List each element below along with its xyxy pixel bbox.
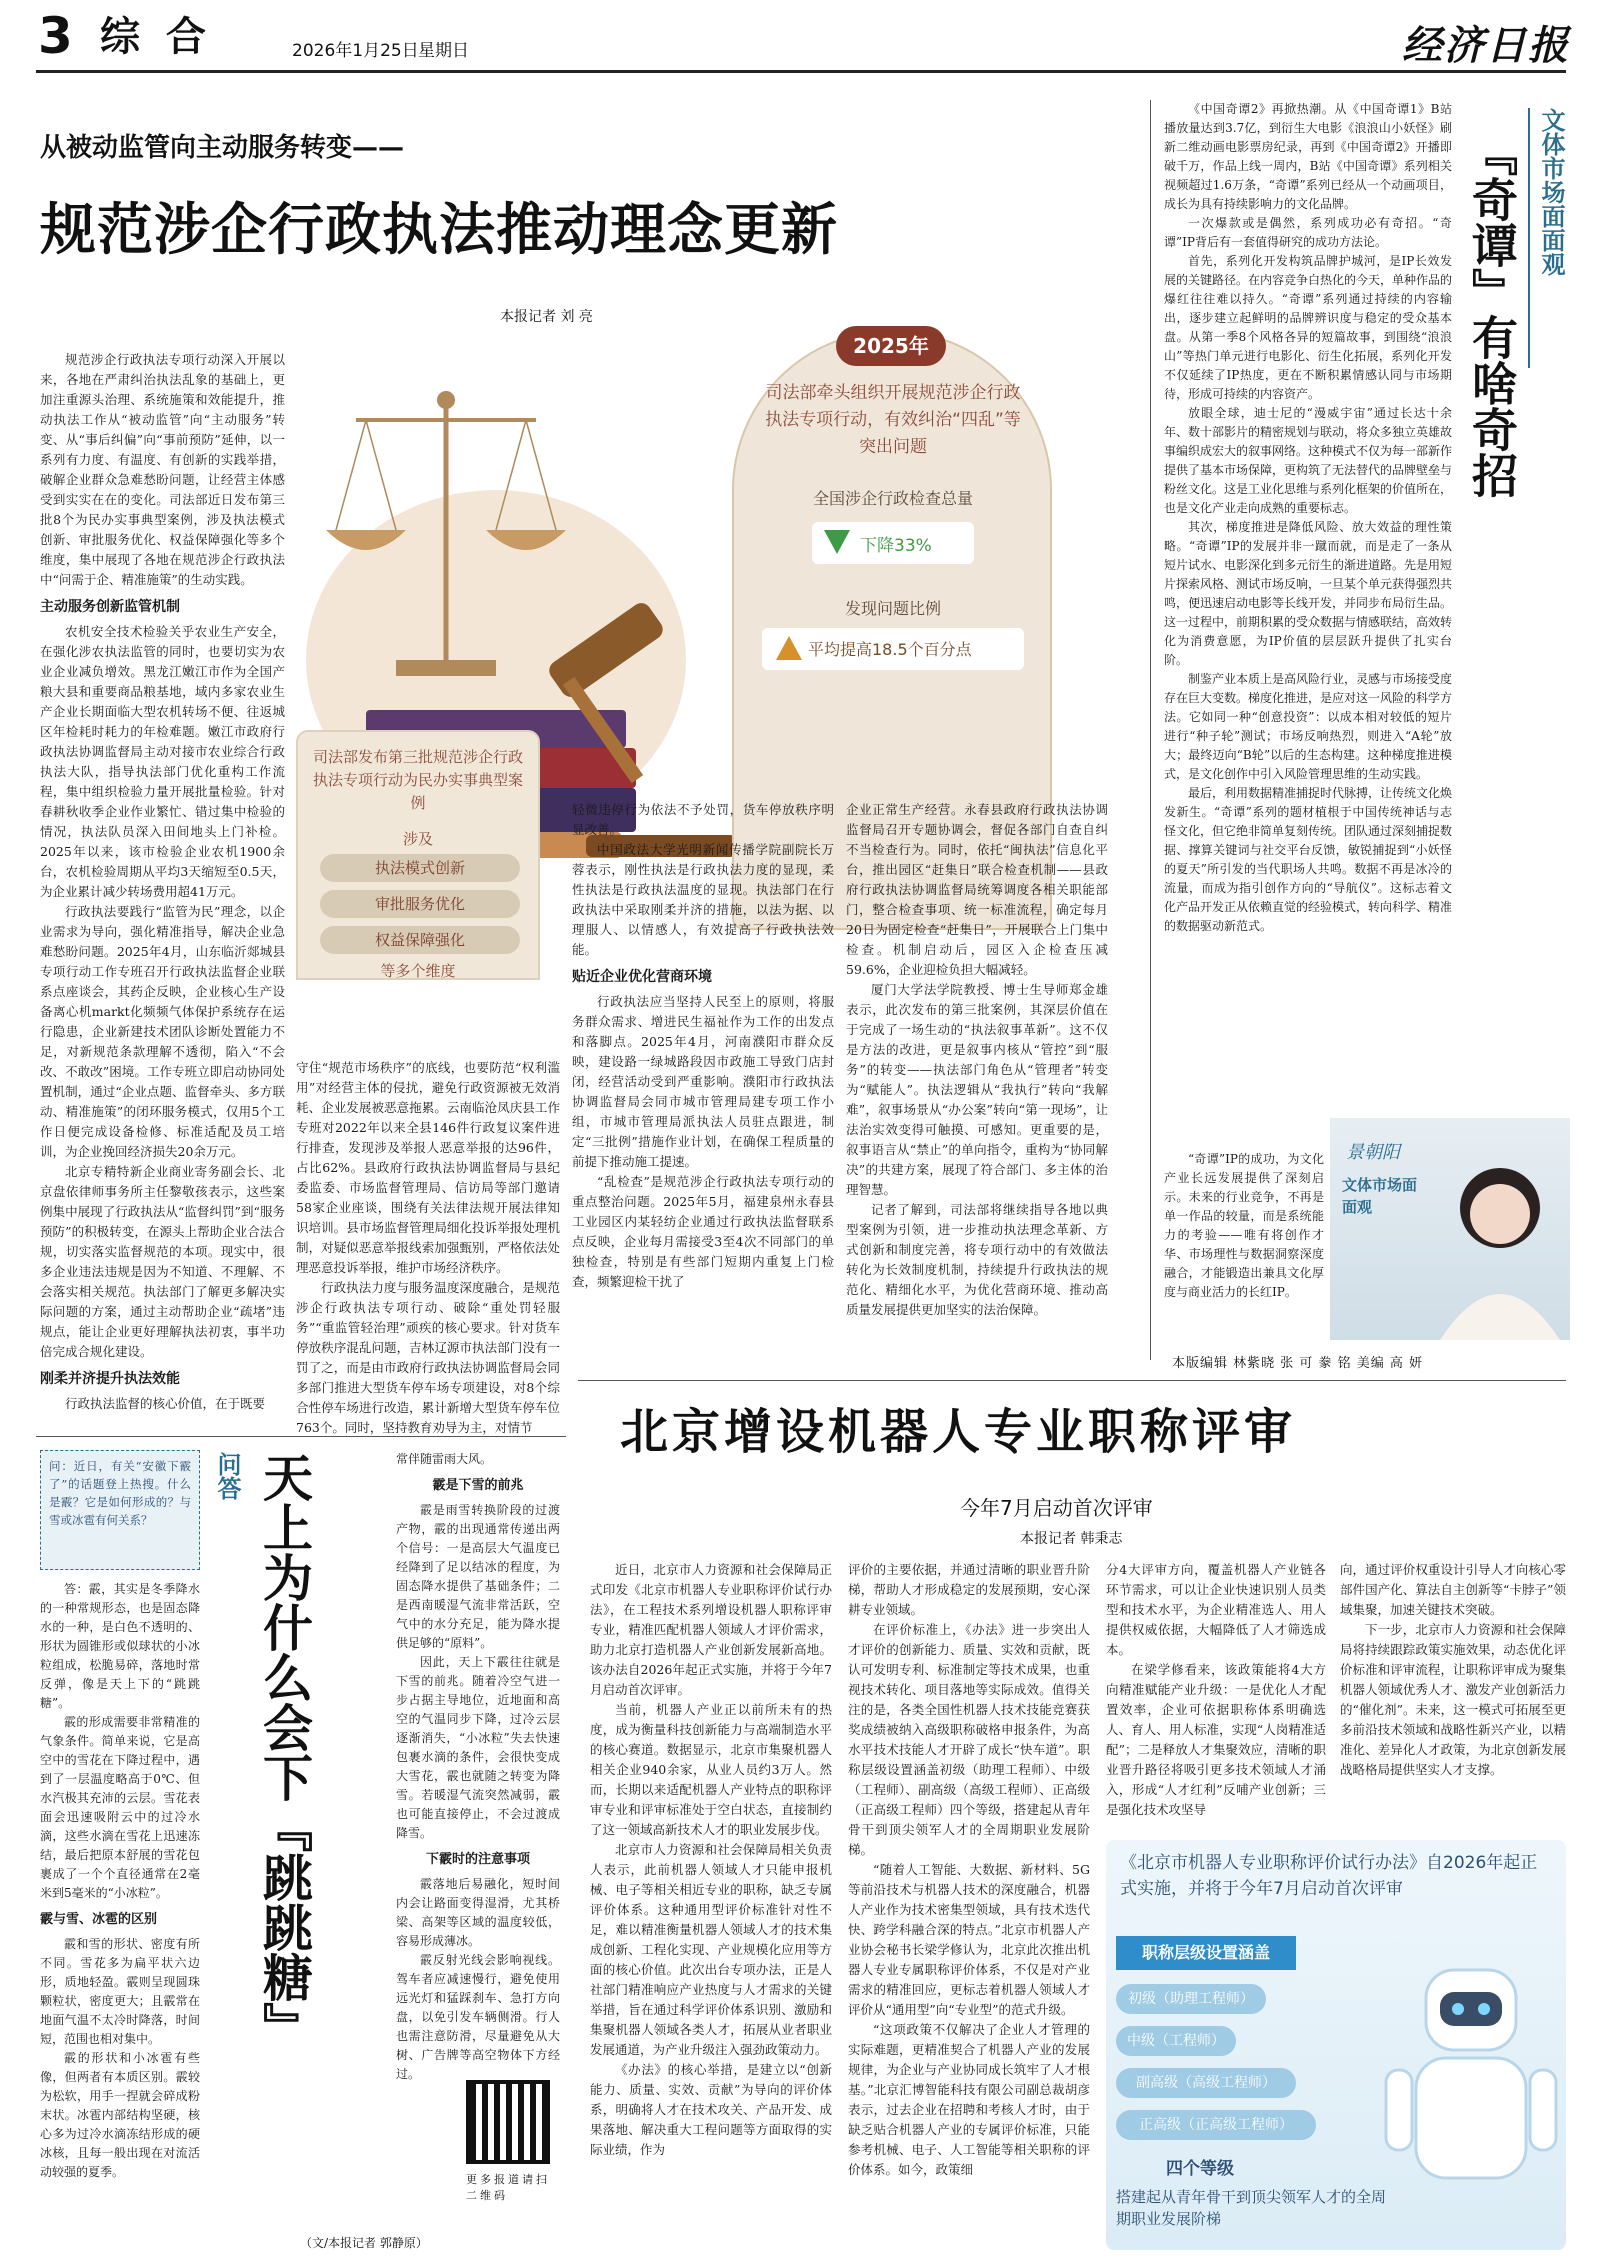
column-paragraph: 放眼全球，迪士尼的“漫威宇宙”通过长达十余年、数十部影片的精密规划与联动，将众多独立英雄故事编织成宏大的叙事网络。这种模式不仅为每一部新作提供了基本市场保障，更构筑了无法替代的品牌壁垒与粉丝文化。这是工业化思维与系列化框架的价值所在，也是文化产业走向成熟的重要标志。 (1164, 406, 1453, 515)
qa-subhead-1: 霰与雪、冰雹的区别 (40, 1912, 158, 1927)
case-tag: 审批服务优化 (320, 890, 520, 918)
qa-top-rule (36, 1436, 566, 1437)
section-name: 综 合 (100, 14, 212, 60)
robot-paragraph: “随着人工智能、大数据、新材料、5G等前沿技术与机器人技术的深度融合，机器人产业作为技术密集型领域，具有技术迭代快、跨学科融合深的特点。”北京市机器人产业协会秘书长梁学修认为，北京此次推出机器人专业专属职称评价体系，不仅是对产业需求的精准回应，更标志着机器人领域人才评价从“通用型”向“专业型”的范式升级。 (848, 1862, 1090, 2017)
case-tag: 执法模式创新 (320, 854, 520, 882)
metric-2-value: 平均提高18.5个百分点 (808, 640, 972, 659)
opinion-column-closing (1164, 1150, 1324, 1340)
lead-byline: 本报记者 刘 亮 (500, 309, 593, 325)
issue-date: 2026年1月25日 (292, 41, 419, 61)
qa-subhead-2: 霰是下雪的前兆 (432, 1478, 524, 1493)
column-paragraph: “奇谭”IP的成功，为文化产业长远发展提供了深刻启示。未来的行业竞争，不再是单一作品的较量，而是系统能力的考验——唯有将创作才华、市场理性与数据洞察深度融合，才能锻造出兼具文化厚度与商业活力的长红IP。 (1164, 1152, 1324, 1299)
robot-column-1 (590, 1560, 832, 2250)
robot-headline: 北京增设机器人专业职称评审 (620, 1404, 1297, 1460)
lead-paragraph: 北京专精特新企业商业寄务副会长、北京盘依律师事务所主任黎敬孩表示，这些案例集中展现了行政执法从“监督纠罚”到“服务预防”的积极转变，在源头上帮助企业合法合规，切实落实监督规范的本项。现实中，很多企业违法违规是因为不知道、不理解、不会落实相关规范。执法部门了解更多解决实际问题的方案，通过主动帮助企业“疏堵”违规点，能让企业更好理解执法初衷，事半功倍完成合规化建设。 (40, 1164, 285, 1359)
lead-paragraph: 中国政法大学光明新闻传播学院副院长万蓉表示，刚性执法是行政执法力度的显现，柔性执法是行政执法温度的显现。执法部门在行政执法中采取刚柔并济的措施，以法为据、以理服人、以情感人，有效提高了行政执法效能。 (572, 842, 834, 957)
lead-column-4 (846, 800, 1108, 1360)
up-arrow-icon (776, 636, 802, 660)
lead-paragraph: 守住“规范市场秩序”的底线，也要防范“权利滥用”对经营主体的侵扰，避免行政资源被无效消耗、企业发展被恶意拖累。云南临沧凤庆县工作专班对2022年以来全县146件行政复议案件进行排查，发现涉及举报人恶意举报的达96件，占比62%。县政府行政执法协调监督局与县纪委监委、市场监督管理局、信访局等部门邀请58家企业座谈，围绕有关法律法规开展法律知识培训。县市场监督管理局细化投诉举报处理机制，对疑似恶意举报线索加强甄别，严格依法处理恶意投诉举报，维护市场经济秩序。 (296, 1060, 560, 1275)
qa-paragraph: 霰反射光线会影响视线。驾车者应减速慢行，避免使用远光灯和猛踩刹车、急打方向盘，以免引发车辆侧滑。行人也需注意防滑，尽量避免从大树、广告牌等高空物体下方经过。 (396, 1953, 560, 2081)
robot-paragraph: 当前，机器人产业正以前所未有的热度，成为衡量科技创新能力与高端制造水平的核心赛道。数据显示，北京市集聚机器人相关企业940余家，从业人员约3万人。然而，长期以来适配机器人产业特点的职称评审专业和评审标准处于空白状态，直接制约了这一领域高新技术人才的职业发展步伐。 (590, 1702, 832, 1837)
column-paragraph: 《中国奇谭2》再掀热潮。从《中国奇谭1》B站播放量达到3.7亿，到衍生大电影《浪浪山小妖怪》刷新二维动画电影票房纪录，再到《中国奇谭2》开播即破千万，作品上线一周内，B站《中国奇谭》系列相关视频超过1.6万条，“奇谭”系列已经从一个动画项目，成长为具有持续影响力的文化品牌。 (1164, 102, 1452, 211)
column-title-2: 谭』 (1465, 222, 1519, 314)
robot-box-title: 《北京市机器人专业职称评价试行办法》自2026年起正式实施，并将于今年7月启动首次评审 (1120, 1853, 1538, 1899)
metric-1-box (812, 522, 974, 564)
robot-info-box (1106, 1840, 1566, 2250)
qr-code (466, 2080, 550, 2164)
metric-1-value: 下降33% (860, 536, 932, 556)
case-scroll (296, 730, 540, 980)
qa-paragraph: 答：霰，其实是冬季降水的一种常规形态，也是固态降水的一种，是白色不透明的、形状为圆锥形或似球状的小冰粒组成，松脆易碎，落地时常反弹，像是天上下的“跳跳糖”。 (40, 1582, 200, 1710)
robot-paragraph: 向，通过评价权重设计引导人才向核心零部件国产化、算法自主创新等“卡脖子”领域集聚，加速关键技术突破。 (1340, 1562, 1566, 1617)
column-divider (1150, 100, 1151, 1360)
lead-paragraph: 记者了解到，司法部将继续指导各地以典型案例为引领，进一步推动执法理念革新、方式创新和制度完善，将专项行动中的有效做法转化为长效制度机制，持续提升行政执法的规范化、精细化水平，为优化营商环境、推动高质量发展提供更加坚实的法治保障。 (846, 1202, 1108, 1317)
lead-paragraph: 企业正常生产经营。永春县政府行政执法协调监督局召开专题协调会，督促各部门自查自纠不当检查行为。同时，依托“闽执法”信息化平台，推出园区“赶集日”联合检查机制——县政府行政执法协调监督局统筹调度各相关职能部门，整合检查事项、统一标准流程，确定每月20日为固定检查“赶集日”，开展联合上门集中检查。机制启动后，园区入企检查压减59.6%，企业迎检负担大幅减轻。 (846, 802, 1108, 977)
lead-subhead-3: 贴近企业优化营商环境 (572, 969, 712, 985)
column-vertical-tag: 文体市场面面观 (1528, 108, 1569, 368)
qa-question: 问：近日，有关“安徽下霰了”的话题登上热搜。什么是霰？它是如何形成的？与雪或冰雹有何关系？ (49, 1459, 191, 1527)
levels-header: 职称层级设置涵盖 (1116, 1936, 1296, 1970)
robot-column-3 (1106, 1560, 1326, 1828)
lead-paragraph: 厦门大学法学院教授、博士生导师郑金雄表示，此次发布的第三批案例，其深层价值在于完成了一场生动的“执法叙事革新”。这不仅是方法的改进，更是叙事内核从“管控”到“服务”的转变——执法部门角色从“管理者”转变为“赋能人”。执法逻辑从“我执行”转向“我解难”，叙事场景从“办公案”转向“第一现场”，让法治实效变得可触摸、可感知。更重要的是，叙事语言从“禁止”的单向指令，重构为“协同解决”的共建方案，展现了符合部门、多主体的治理智慧。 (846, 982, 1108, 1197)
column-paragraph: 其次，梯度推进是降低风险、放大效益的理性策略。“奇谭”IP的发展并非一蹴而就，而是走了一条从短片试水、电影深化到多元衍生的渐进道路。先是用短片探索风格、测试市场反响，一旦某个单元获得强烈共鸣，便迅速启动电影等长线开发，并同步布局衍生品。这一过程中，前期积累的受众数据与情感联结，高效转化为消费意愿，为IP价值的层层跃升提供了扎实台阶。 (1164, 520, 1453, 667)
qa-tag: 问答 (213, 1452, 241, 1500)
lead-paragraph: 行政执法监督的核心价值，在于既要 (65, 1396, 266, 1411)
column-paragraph: 制鉴产业本质上是高风险行业，灵感与市场接受度存在巨大变数。梯度化推进，是应对这一风险的科学方法。它如同一种“创意投资”：以成本相对较低的短片进行“种子轮”测试；市场反响热烈，则进入“A轮”放大；最终迈向“B轮”以后的生态构建。这种梯度推进模式，是文化创作中引入风险管理思维的生动实践。 (1164, 672, 1453, 781)
lead-intro: 规范涉企行政执法专项行动深入开展以来，各地在严肃纠治执法乱象的基础上，更加注重源头治理、系统施策和效能提升，推动执法工作从“被动监管”向“主动服务”转变、从“事后纠偏”向“事前预防”延伸，以一系列有力度、有温度、有创新的实践举措，破解企业群众急难愁盼问题，让经营主体感受到实实在在的变化。司法部近日发布第三批8个为民办实事典型案例，涉及执法模式创新、审批服务优化、权益保障强化等多个维度，集中展现了各地在规范涉企行政执法中“问需于企、精准施策”的生动实践。 (40, 352, 285, 587)
lead-column-3 (572, 800, 834, 1420)
scroll-text: 司法部发布第三批规范涉企行政执法专项行动为民办实事典型案例 (312, 748, 523, 812)
lead-column-1 (40, 350, 285, 1420)
author-portrait (1330, 1118, 1570, 1340)
metric-1-label: 全国涉企行政检查总量 (812, 489, 973, 508)
lead-headline: 规范涉企行政执法推动理念更新 (40, 198, 838, 263)
column-title (1460, 130, 1520, 498)
qa-paragraph: 因此，天上下霰往往就是下雪的前兆。随着冷空气进一步占据主导地位，近地面和高空的气温同步下降，过冷云层逐渐消失，“小冰粒”失去快速包裹水滴的条件，会很快变成大雪花，霰也就随之转变为降雪。若暖湿气流突然减弱，霰也可能直接停止，不会过渡成降雪。 (396, 1655, 560, 1840)
robot-paragraph: 分4大评审方向，覆盖机器人产业链各环节需求，可以让企业快速识别人员类型和技术水平，为企业精准选人、用人提供权威依据，大幅降低了人才筛选成本。 (1106, 1562, 1326, 1657)
qa-paragraph: 霰的形状和小冰雹有些像，但两者有本质区别。霰较为松软，用手一捏就会碎成粉末状。冰雹内部结构坚硬，核心多为过冷水滴冻结形成的硬冰核，且每一般出现在对流活动较强的夏季。 (40, 2051, 200, 2179)
masthead-logo: 经济日报 (1402, 22, 1570, 69)
qa-title: 天上为什么会下『跳跳糖』 (255, 1452, 313, 2052)
column-paragraph: 最后，利用数据精准捕捉时代脉搏，让传统文化焕发新生。“奇谭”系列的题材植根于中国传统神话与志怪文化，但它绝非简单复刻传统。团队通过深刻捕捉数据、撑算关键词与社交平台反馈，敏锐捕捉到“小妖怪的夏天”所引发的当代职场人共鸣。数据不再是冰冷的流量，而成为指引创作方向的“导航仪”。这标志着文化产品开发正从依赖直觉的经验模式，转向科学、精准的数据驱动新范式。 (1164, 786, 1453, 933)
lead-paragraph: 农机安全技术检验关乎农业生产安全，在强化涉农执法监管的同时，也要切实为农业企业减负增效。黑龙江嫩江市作为全国产粮大县和重要商品粮基地，域内多家农业生产企业长期面临大型农机转场不便、往返城区年检耗时耗力的年检难题。嫩江市政府行政执法协调监督局主动对接市农业综合行政执法大队，指导执法部门优化重构工作流程，集中组织检验力量开展批量检验。针对春耕秋收季企业作业繁忙、错过集中检验的情况，执法队员深入田间地头上门补检。2025年以来，该市检验企业农机1900余台，农机检验周期从平均3天缩短至0.5天，为企业累计减少转场费用超41万元。 (40, 624, 285, 899)
page-number: 3 (38, 7, 73, 65)
stats-summary: 司法部牵头组织开展规范涉企行政执法专项行动，有效纠治“四乱”等突出问题 (765, 383, 1021, 457)
lead-kicker: 从被动监管向主动服务转变—— (40, 133, 405, 163)
robot-subhead: 今年7月启动首次评审 (960, 1496, 1153, 1520)
level-item: 中级（工程师） (1116, 2026, 1236, 2056)
case-tag: 权益保障强化 (320, 926, 520, 954)
opinion-column-text (1164, 100, 1452, 1150)
column-title-3: 有啥奇招 (1465, 314, 1519, 498)
lead-subhead-2: 刚柔并济提升执法效能 (40, 1371, 180, 1387)
level-item: 正高级（正高级工程师） (1116, 2110, 1316, 2140)
lead-subhead-1: 主动服务创新监管机制 (40, 599, 180, 615)
header-rule (36, 70, 1566, 73)
author-badge: 文体市场面面观 (1342, 1176, 1418, 1216)
qa-paragraph: 霰是雨雪转换阶段的过渡产物，霰的出现通常传递出两个信号：一是高层大气温度已经降到了足以结冰的程度，为固态降水提供了基础条件；二是西南暖湿气流非常活跃，空气中的水分充足，能为降水提供足够的“原料”。 (396, 1503, 560, 1650)
column-title-1: 『奇 (1465, 130, 1519, 222)
robot-paragraph: 评价的主要依据，并通过清晰的职业晋升阶梯，帮助人才形成稳定的发展预期，安心深耕专业领域。 (848, 1562, 1090, 1617)
qa-paragraph: 霰和雪的形状、密度有所不同。雪花多为扁平状六边形，质地轻盈。霰则呈现圆珠颗粒状，密度更大；且霰常在地面气温不太冷时降落，时间短，范围也相对集中。 (40, 1937, 200, 2046)
robot-box-footer: 搭建起从青年骨干到顶尖领军人才的全周期职业发展阶梯 (1116, 2188, 1387, 2228)
issue-weekday: 星期日 (418, 41, 469, 61)
author-signature: 景朝阳 (1346, 1142, 1400, 1163)
scroll-suffix: 等多个维度 (380, 962, 456, 980)
qa-subhead-3: 下霰时的注意事项 (425, 1852, 530, 1867)
robot-paragraph: 《办法》的核心举措，是建立以“创新能力、质量、实效、贡献”为导向的评价体系，明确将人才在技术攻关、产品开发、成果落地、解决重大工程问题等方面取得的实际业绩，作为 (590, 2062, 832, 2157)
qa-question-box (40, 1450, 200, 1570)
scroll-involves: 涉及 (402, 830, 433, 848)
robot-column-4 (1340, 1560, 1566, 1828)
lead-paragraph: 行政执法应当坚持人民至上的原则，将服务群众需求、增进民生福祉作为工作的出发点和落脚点。2025年4月，河南濮阳市群众反映，建设路一绿城路段因市政施工导致门店封闭，经营活动受到严重影响。濮阳市行政执法协调监督局会同市城市管理局建专项工作小组，市城市管理局派执法人员驻点跟进，制定“三批例”措施作业计划，在确保工程质量的前提下推动施工提速。 (572, 994, 834, 1169)
robot-paragraph: “这项政策不仅解决了企业人才管理的实际难题，更精准契合了机器人产业的发展规律，为企业与产业协同成长筑牢了人才根基。”北京汇博智能科技有限公司副总裁胡彦表示，过去企业在招聘和考核人才时，由于缺乏贴合机器人产业的专属评价标准，只能参考机械、电子、人工智能等相关职称的评价体系。如今，政策细 (848, 2022, 1090, 2177)
lead-paragraph: 轻微违停行为依法不予处罚，货车停放秩序明显改善。 (572, 802, 834, 837)
levels-count: 四个等级 (1166, 2159, 1234, 2179)
down-arrow-icon (824, 530, 850, 554)
column-paragraph: 一次爆款或是偶然，系列成功必有奇招。“奇谭”IP背后有一套值得研究的成功方法论。 (1164, 216, 1452, 249)
lead-paragraph: 行政执法力度与服务温度深度融合，是规范涉企行政执法专项行动、破除“重处罚轻服务”“重监管轻治理”顽疾的核心要求。针对货车停放秩序混乱问题，吉林辽源市执法部门没有一罚了之，而是由市政府行政执法协调监督局会同多部门推进大型货车停车场专项建设，对8个综合性停车场进行改造，累计新增大型货车停车位763个。同时，坚持教育劝导为主，对情节 (296, 1280, 560, 1435)
editors-credit: 本版编辑 林紫晓 张 可 豢 铭 美编 高 妍 (1172, 1356, 1424, 1371)
robot-paragraph: 在梁学修看来，该政策能将4大方向精准赋能产业升级：一是优化人才配置效率，企业可依据职称体系明确选人、育人、用人标准，实现“人岗精准适配”；二是释放人才集聚效应，清晰的职业晋升路径将吸引更多技术领域人才涌入，形成“人才红利”反哺产业创新；三是强化技术攻坚导 (1106, 1662, 1326, 1817)
qa-column-1 (40, 1580, 200, 2250)
robot-paragraph: 在评价标准上，《办法》进一步突出人才评价的创新能力、质量、实效和贡献，既认可发明专利、标准制定等技术成果，也重视技术转化、项目落地等实际成效。值得关注的是，各类全国性机器人技术技能竞赛获奖成绩被纳入高级职称破格申报条件，为高水平技术技能人才开辟了成长“快车道”。职称层级设置涵盖初级（助理工程师）、中级（工程师）、副高级（高级工程师）、正高级（正高级工程师）四个等级，搭建起从青年骨干到顶尖领军人才的全周期职业发展阶梯。 (848, 1622, 1090, 1857)
qa-paragraph: 常伴随雷雨大风。 (396, 1452, 493, 1466)
metric-2-label: 发现问题比例 (844, 599, 941, 618)
section-rule (578, 1380, 1566, 1381)
lead-column-2 (296, 1058, 560, 1435)
robot-column-2 (848, 1560, 1090, 2250)
level-item: 初级（助理工程师） (1116, 1984, 1266, 2014)
robot-byline: 本报记者 韩秉志 (1020, 1531, 1123, 1547)
level-item: 副高级（高级工程师） (1116, 2068, 1296, 2098)
lead-paragraph: “乱检查”是规范涉企行政执法专项行动的重点整治问题。2025年5月，福建泉州永春县工业园区内某轻纺企业通过行政执法监督联系点反映，企业每月需接受3至4次不同部门的单独检查，特别是有些部门短期内重复上门检查，频繁迎检干扰了 (572, 1174, 834, 1289)
robot-illustration (1366, 1940, 1566, 2240)
metric-2-box (762, 628, 1024, 670)
robot-paragraph: 近日，北京市人力资源和社会保障局正式印发《北京市机器人专业职称评价试行办法》，在工程技术系列增设机器人职称评审专业，精准匹配机器人领域人才评价需求，助力北京打造机器人产业创新发展新高地。该办法自2026年起正式实施，并将于今年7月启动首次评审。 (590, 1562, 832, 1697)
qa-source: （文/本报记者 郭静原） (300, 2236, 428, 2250)
lead-paragraph: 行政执法要践行“监管为民”理念，以企业需求为导向，强化精准指导，解决企业急难愁盼问题。2025年4月，山东临沂郯城县专项行动工作专班召开行政执法监督企业联系点座谈会，其药企反映，企业核心生产设备离心机markt化频频气体保护系统存在运行隐患，企业新建技术团队诊断处置能力不足，对新规范条款理解不透彻，陷入“不会改、不敢改”困境。工作专班立即启动协同处置机制，通过“企业点题、监督牵头、多方联动、精准施策”的闭环服务模式，仅用5个工作日便完成设备检修、标准适配及员工培训，为企业挽回经济损失20余万元。 (40, 904, 285, 1159)
qa-paragraph: 霰落地后易融化，短时间内会让路面变得湿滑，尤其桥梁、高架等区域的温度较低，容易形成薄冰。 (396, 1877, 560, 1948)
column-paragraph: 首先，系列化开发构筑品牌护城河，是IP长效发展的关键路径。在内容竞争白热化的今天，单种作品的爆红往往难以持久。“奇谭”系列通过持续的内容输出，逐步建立起鲜明的品牌辨识度与稳定的受众基本盘。从第一季8个风格各异的短篇故事，到围绕“浪浪山”等热门单元进行电影化、衍生化拓展，系列化开发不仅延续了IP热度，更在不断积累情感认同与市场期待，形成可持续的内容资产。 (1164, 254, 1453, 401)
robot-paragraph: 下一步，北京市人力资源和社会保障局将持续跟踪政策实施效果，动态优化评价标准和评审流程，让职称评审成为聚集机器人领域优秀人才、激发产业创新活力的“催化剂”。未来，这一模式可拓展至更多前沿技术领域和战略性新兴产业，以精准化、差异化人才政策，为北京创新发展战略格局提供坚实人才支撑。 (1340, 1622, 1566, 1777)
robot-paragraph: 北京市人力资源和社会保障局相关负责人表示，此前机器人领域人才只能申报机械、电子等相关相近专业的职称，缺乏专属评价体系。这种通用型评价标准针对性不足，难以精准衡量机器人领域人才的技术集成创新、工程化实现、产业规模化应用等方面的核心价值。此次出台专项办法，正是人社部门精准响应产业热度与人才需求的关键举措，旨在通过科学评价体系识别、激励和集聚机器人领域各类人才，拓展从业者职业发展通道，为产业升级注入强劲政策动力。 (590, 1842, 832, 2057)
stats-year-badge: 2025年 (836, 326, 946, 366)
qa-paragraph: 霰的形成需要非常精准的气象条件。简单来说，它是高空中的雪花在下降过程中，遇到了一层温度略高于0℃、但水汽极其充沛的云层。雪花表面会迅速吸附云中的过冷水滴，这些水滴在雪花上迅速冻结，最后把原本舒展的雪花包裹成了一个个直径通常在2毫米到5毫米的“小冰粒”。 (40, 1715, 200, 1900)
qr-caption: 更多报道请扫二维码 (466, 2173, 550, 2202)
